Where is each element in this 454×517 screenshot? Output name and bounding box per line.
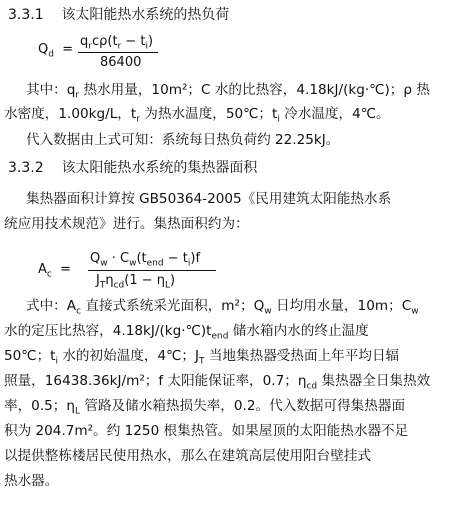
- section-title: 该太阳能热水系统的热负荷: [61, 7, 230, 23]
- paragraph-line: 统应用技术规范》进行。集热面积约为：: [4, 216, 249, 232]
- eq1-numerator: $q_rc\rho(t_r - t_i)$: [80, 34, 154, 52]
- section-heading-3-3-2: [8, 158, 454, 178]
- eq1-denominator: 86400: [100, 55, 142, 70]
- section-number: 3.3.1: [8, 7, 44, 23]
- section-title: 该太阳能热水系统的集热器面积: [61, 160, 258, 176]
- paragraph-line: 其中：$q_r$ 热水用量，10m²；C 水的比热容，4.18kJ/(kg·℃)；ρ 热: [26, 82, 430, 101]
- paragraph-line: 50℃；$t_i$ 水的初始温度，4℃；$J_T$ 当地集热器受热面上年平均日辐: [4, 348, 400, 367]
- paragraph-line: 照量，16438.36kJ/m²；f 太阳能保证率，0.7；$\eta_{cd}$ 集热器全日集热效: [4, 373, 431, 392]
- eq2-numerator: $Q_w \cdot C_w(t_{end} - t_i)f$: [90, 251, 201, 269]
- paragraph-line: 以提供整栋楼居民使用热水，那么在建筑高层使用阳台壁挂式: [4, 448, 372, 464]
- paragraph-line: 代入数据由上式可知：系统每日热负荷约 22.25kJ。: [26, 132, 340, 148]
- paragraph-line: 水密度，1.00kg/L，$t_r$ 为热水温度，50℃；$t_i$ 冷水温度，4℃。: [4, 106, 390, 125]
- paragraph-line: 式中：$A_c$ 直接式系统采光面积，m²；$Q_w$ 日均用水量，10m；$C_w$: [26, 298, 419, 317]
- paragraph-line: 集热器面积计算按 GB50364-2005《民用建筑太阳能热水系: [26, 191, 392, 207]
- paragraph-line: 率，0.5；$\eta_L$ 管路及储水箱热损失率，0.2。代入数据可得集热器面: [4, 398, 406, 417]
- eq2-fraction-bar: [88, 270, 216, 271]
- eq1-lhs: $Q_d$ =: [38, 42, 74, 60]
- paragraph-line: 水的定压比热容，$4.18kJ/(kg\cdot℃)t_{end}$ 储水箱内水的终止温度: [4, 323, 369, 342]
- section-number: 3.3.2: [8, 160, 44, 176]
- section-heading-3-3-1: [8, 5, 454, 25]
- eq1-fraction-bar: [78, 52, 158, 53]
- paragraph-line: 积为 204.7m²。约 1250 根集热管。如果屋顶的太阳能热水器不足: [4, 423, 409, 439]
- paragraph-line: 热水器。: [4, 473, 59, 489]
- eq2-lhs: $A_c$ =: [38, 262, 72, 280]
- eq2-denominator: $J_T\eta_{cd}(1 - \eta_L)$: [96, 273, 176, 291]
